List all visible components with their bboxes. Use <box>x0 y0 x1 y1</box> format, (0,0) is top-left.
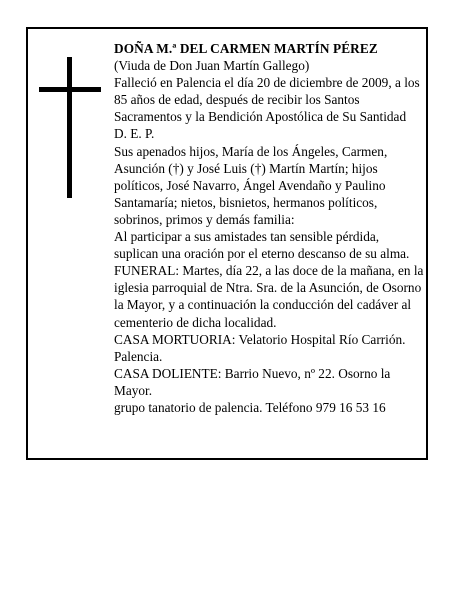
widow-of-line: (Viuda de Don Juan Martín Gallego) <box>114 58 310 74</box>
family-list: Sus apenados hijos, María de los Ángeles, Carmen, Asunción (†) y José Luis (†) Martín Martín; hijos políticos, José Navarro, Ángel Avendaño y Paulino Santamaría; nietos, bisnietos, hermanos políticos, sobrinos, primos y demás familia: <box>114 143 388 227</box>
funeral-details: FUNERAL: Martes, día 22, a las doce de la mañana, en la iglesia parroquial de Ntra. Sra. de la Asunción, de Osorno la Mayor, y a continuación la conducción del cadáver al cementerio de dicha localidad. <box>114 263 424 330</box>
mortuary-house: CASA MORTUORIA: Velatorio Hospital Río Carrión. Palencia. <box>114 331 406 364</box>
funeral-home-contact: grupo tanatorio de palencia. Teléfono 979 16 53 16 <box>114 399 386 415</box>
rip-line: D. E. P. <box>114 126 155 142</box>
obituary-notice <box>26 27 428 460</box>
cross-horizontal-bar <box>39 87 101 92</box>
death-announcement: Falleció en Palencia el día 20 de diciembre de 2009, a los 85 años de edad, después de recibir los Santos Sacramentos y la Bendición Apostólica de Su Santidad <box>114 75 420 125</box>
prayer-request: Al participar a sus amistades tan sensible pérdida, suplican una oración por el eterno descanso de su alma. <box>114 229 410 262</box>
obituary-text <box>114 40 424 416</box>
mourning-house: CASA DOLIENTE: Barrio Nuevo, nº 22. Osorno la Mayor. <box>114 365 391 398</box>
deceased-name: DOÑA M.ª DEL CARMEN MARTÍN PÉREZ <box>114 41 378 56</box>
cross-vertical-bar <box>67 57 72 198</box>
